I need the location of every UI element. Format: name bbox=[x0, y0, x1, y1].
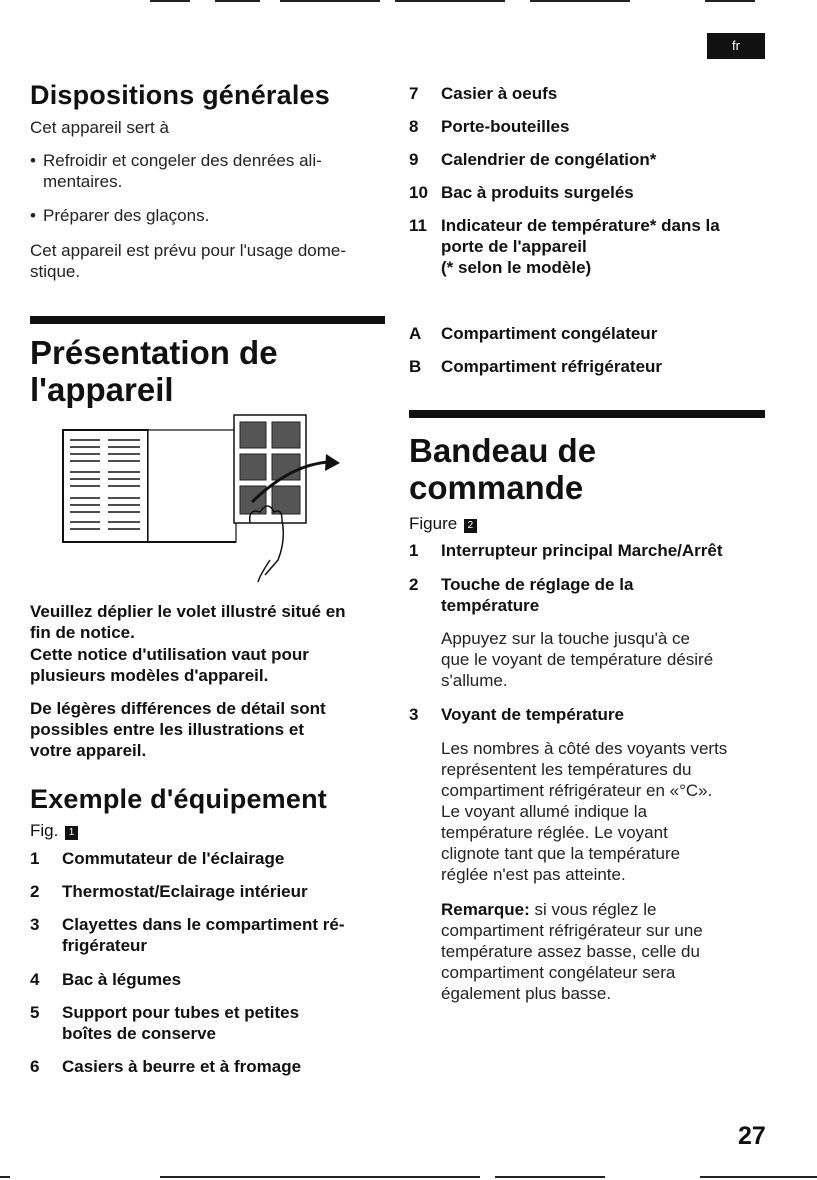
presentation-paragraph: fin de notice. bbox=[30, 623, 135, 642]
remark-text: si vous réglez le bbox=[529, 900, 657, 919]
item-label: Bac à légumes bbox=[62, 970, 182, 989]
bullet-icon: • bbox=[30, 206, 36, 225]
top-rule bbox=[215, 0, 260, 2]
item-label-continued: frigérateur bbox=[62, 936, 148, 955]
bottom-rule bbox=[700, 1176, 817, 1178]
bandeau-title: Bandeau de bbox=[409, 432, 597, 469]
item-number: 4 bbox=[30, 970, 40, 989]
description-line: Les nombres à côté des voyants verts bbox=[441, 739, 728, 758]
item-label: Interrupteur principal Marche/Arrêt bbox=[441, 541, 723, 560]
bottom-rule bbox=[160, 1176, 480, 1178]
item-number: 2 bbox=[30, 882, 40, 901]
dispositions-intro: Cet appareil sert à bbox=[30, 118, 169, 137]
item-label: Indicateur de température* dans la bbox=[441, 216, 720, 235]
item-number: 10 bbox=[409, 183, 428, 202]
item-label: Casiers à beurre et à fromage bbox=[62, 1057, 302, 1076]
description-line: Appuyez sur la touche jusqu'à ce bbox=[441, 629, 690, 648]
item-number: 9 bbox=[409, 150, 419, 169]
remark-line bbox=[441, 899, 656, 920]
presentation-paragraph: De légères différences de détail sont bbox=[30, 699, 326, 718]
bullet-text: Refroidir et congeler des denrées ali- bbox=[43, 151, 322, 170]
item-label: Calendrier de congélation* bbox=[441, 150, 657, 169]
unfold-leaflet-illustration bbox=[60, 410, 350, 590]
presentation-paragraph: Cette notice d'utilisation vaut pour bbox=[30, 645, 309, 664]
section-divider bbox=[30, 316, 385, 324]
item-number: 11 bbox=[409, 216, 427, 235]
figure-label: Figure bbox=[409, 514, 458, 533]
bottom-rule bbox=[0, 1176, 10, 1178]
presentation-title: Présentation de bbox=[30, 334, 278, 371]
remark-line: compartiment congélateur sera bbox=[441, 963, 676, 982]
description-line: température réglée. Le voyant bbox=[441, 823, 668, 842]
description-line: Le voyant allumé indique la bbox=[441, 802, 648, 821]
top-rule bbox=[705, 0, 755, 2]
page-number: 27 bbox=[738, 1122, 766, 1150]
item-label-continued: (* selon le modèle) bbox=[441, 258, 592, 277]
description-line: clignote tant que la température bbox=[441, 844, 681, 863]
item-label: Compartiment congélateur bbox=[441, 324, 658, 343]
dispositions-title: Dispositions générales bbox=[30, 80, 330, 110]
figure-label: Fig. bbox=[30, 821, 59, 840]
remark-line: compartiment réfrigérateur sur une bbox=[441, 921, 703, 940]
description-line: s'allume. bbox=[441, 671, 508, 690]
top-rule bbox=[280, 0, 380, 2]
item-label: Casier à oeufs bbox=[441, 84, 558, 103]
bandeau-title: commande bbox=[409, 469, 584, 506]
item-label: Compartiment réfrigérateur bbox=[441, 357, 663, 376]
item-label-continued: température bbox=[441, 596, 540, 615]
item-number: 1 bbox=[30, 849, 40, 868]
item-label: Touche de réglage de la bbox=[441, 575, 634, 594]
figure-reference bbox=[30, 820, 78, 841]
item-number: 3 bbox=[30, 915, 40, 934]
item-label: Bac à produits surgelés bbox=[441, 183, 634, 202]
presentation-paragraph: plusieurs modèles d'appareil. bbox=[30, 666, 269, 685]
remark-line: température assez basse, celle du bbox=[441, 942, 700, 961]
bullet-icon: • bbox=[30, 151, 36, 170]
bullet-text: Préparer des glaçons. bbox=[43, 206, 210, 225]
item-number: 6 bbox=[30, 1057, 40, 1076]
figure-number-badge: 1 bbox=[65, 826, 78, 840]
item-letter: A bbox=[409, 324, 422, 343]
section-divider bbox=[409, 410, 765, 418]
item-label-continued: porte de l'appareil bbox=[441, 237, 587, 256]
item-label: Support pour tubes et petites bbox=[62, 1003, 300, 1022]
item-number: 8 bbox=[409, 117, 419, 136]
top-rule bbox=[395, 0, 505, 2]
description-line: que le voyant de température désiré bbox=[441, 650, 714, 669]
language-badge: fr bbox=[707, 33, 765, 59]
figure-reference bbox=[409, 513, 477, 534]
presentation-paragraph: possibles entre les illustrations et bbox=[30, 720, 304, 739]
top-rule bbox=[150, 0, 190, 2]
presentation-paragraph: votre appareil. bbox=[30, 741, 147, 760]
item-number: 3 bbox=[409, 705, 419, 724]
dispositions-note: stique. bbox=[30, 262, 81, 281]
presentation-title: l'appareil bbox=[30, 371, 174, 408]
remark-label: Remarque: bbox=[441, 900, 530, 919]
item-number: 7 bbox=[409, 84, 419, 103]
top-rule bbox=[530, 0, 630, 2]
item-label-continued: boîtes de conserve bbox=[62, 1024, 217, 1043]
bottom-rule bbox=[495, 1176, 605, 1178]
item-number: 2 bbox=[409, 575, 419, 594]
equipement-title: Exemple d'équipement bbox=[30, 784, 327, 814]
description-line: représentent les températures du bbox=[441, 760, 692, 779]
remark-line: également plus basse. bbox=[441, 984, 612, 1003]
item-label: Voyant de température bbox=[441, 705, 624, 724]
description-line: compartiment réfrigérateur en «°C». bbox=[441, 781, 713, 800]
presentation-paragraph: Veuillez déplier le volet illustré situé en bbox=[30, 602, 346, 621]
item-letter: B bbox=[409, 357, 422, 376]
item-label: Commutateur de l'éclairage bbox=[62, 849, 285, 868]
description-line: réglée n'est pas atteinte. bbox=[441, 865, 626, 884]
item-label: Clayettes dans le compartiment ré- bbox=[62, 915, 345, 934]
figure-number-badge: 2 bbox=[464, 519, 477, 533]
dispositions-note: Cet appareil est prévu pour l'usage dome- bbox=[30, 241, 347, 260]
item-label: Porte-bouteilles bbox=[441, 117, 570, 136]
bullet-text: mentaires. bbox=[43, 172, 123, 191]
item-number: 1 bbox=[409, 541, 419, 560]
item-label: Thermostat/Eclairage intérieur bbox=[62, 882, 308, 901]
item-number: 5 bbox=[30, 1003, 40, 1022]
